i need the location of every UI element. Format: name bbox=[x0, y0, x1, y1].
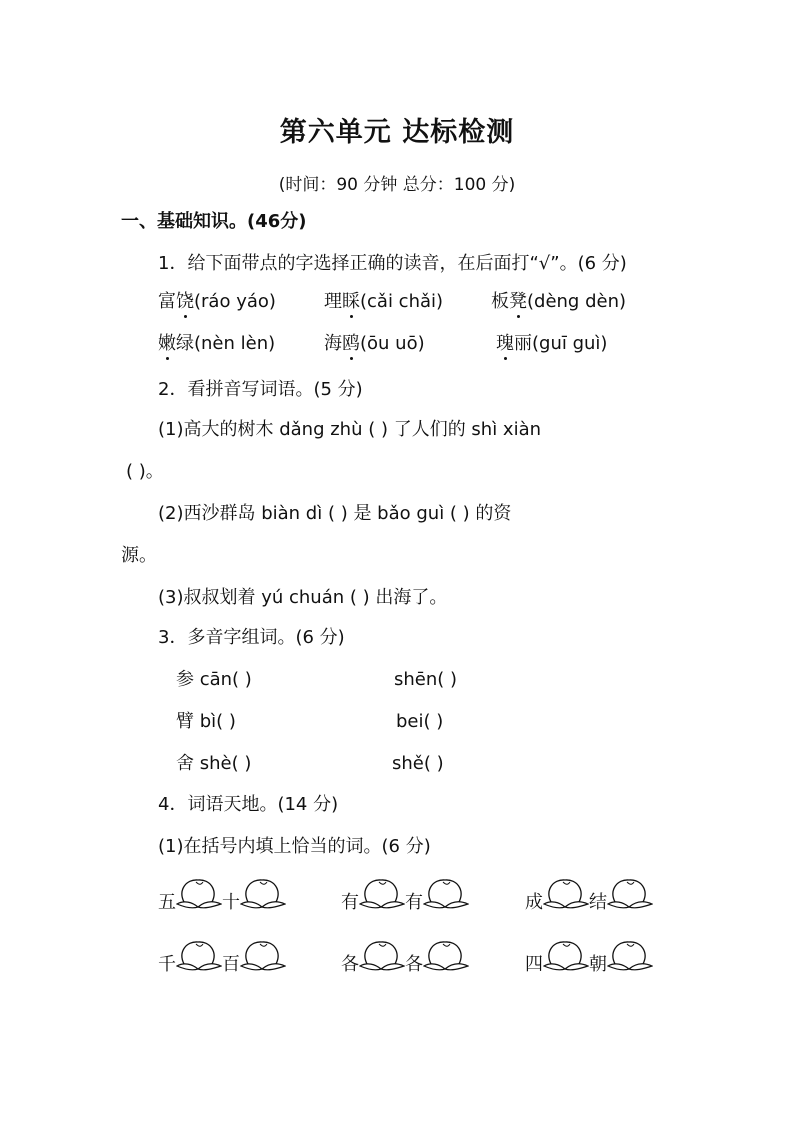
question-4-sub-1: (1)在括号内填上恰当的词。(6 分) bbox=[158, 836, 431, 857]
section-heading: 一、基础知识。(46分) bbox=[121, 211, 307, 232]
idiom-item: 有 有 bbox=[341, 876, 469, 914]
q3-item: shě( ) bbox=[392, 753, 444, 774]
peach-blank-icon bbox=[359, 938, 405, 974]
peach-blank-icon bbox=[423, 938, 469, 974]
idiom-item: 成 结 bbox=[525, 876, 653, 914]
q2-line: (1)高大的树木 dǎng zhù ( ) 了人们的 shì xiàn bbox=[158, 419, 542, 440]
q3-item: 臂 bì( ) bbox=[176, 711, 236, 732]
peach-blank-icon bbox=[607, 876, 653, 912]
idiom-item: 四 朝 bbox=[525, 938, 653, 976]
peach-blank-icon bbox=[240, 876, 286, 912]
q1-item: 板凳(dèng dèn) bbox=[491, 291, 627, 312]
peach-blank-icon bbox=[359, 876, 405, 912]
q2-line: ( )。 bbox=[126, 461, 164, 482]
peach-blank-icon bbox=[543, 876, 589, 912]
q1-item: 嫩绿(nèn lèn) bbox=[158, 333, 276, 354]
q3-item: bei( ) bbox=[396, 711, 444, 732]
page-title: 第六单元 达标检测 bbox=[279, 117, 515, 148]
question-2-label: 2．看拼音写词语。(5 分) bbox=[158, 379, 363, 400]
peach-blank-icon bbox=[176, 938, 222, 974]
peach-blank-icon bbox=[607, 938, 653, 974]
q2-line: 源。 bbox=[121, 545, 157, 566]
idiom-item: 各 各 bbox=[341, 938, 469, 976]
q1-item: 海鸥(ōu uō) bbox=[324, 333, 425, 354]
q1-item: 瑰丽(guī guì) bbox=[496, 333, 608, 354]
peach-blank-icon bbox=[543, 938, 589, 974]
q1-item: 理睬(cǎi chǎi) bbox=[324, 291, 444, 312]
question-1-label: 1．给下面带点的字选择正确的读音，在后面打“√”。(6 分) bbox=[158, 253, 627, 274]
peach-blank-icon bbox=[423, 876, 469, 912]
peach-blank-icon bbox=[176, 876, 222, 912]
q1-item: 富饶(ráo yáo) bbox=[158, 291, 276, 312]
question-4-label: 4．词语天地。(14 分) bbox=[158, 794, 339, 815]
page-subtitle: (时间：90 分钟 总分：100 分) bbox=[278, 175, 516, 195]
q2-line: (2)西沙群岛 biàn dì ( ) 是 bǎo guì ( ) 的资 bbox=[158, 503, 512, 524]
peach-blank-icon bbox=[240, 938, 286, 974]
idiom-item: 千 百 bbox=[158, 938, 286, 976]
q2-line: (3)叔叔划着 yú chuán ( ) 出海了。 bbox=[158, 587, 448, 608]
q3-item: 舍 shè( ) bbox=[176, 753, 252, 774]
question-3-label: 3．多音字组词。(6 分) bbox=[158, 627, 345, 648]
idiom-item: 五 十 bbox=[158, 876, 286, 914]
q3-item: 参 cān( ) bbox=[176, 669, 252, 690]
q3-item: shēn( ) bbox=[394, 669, 458, 690]
